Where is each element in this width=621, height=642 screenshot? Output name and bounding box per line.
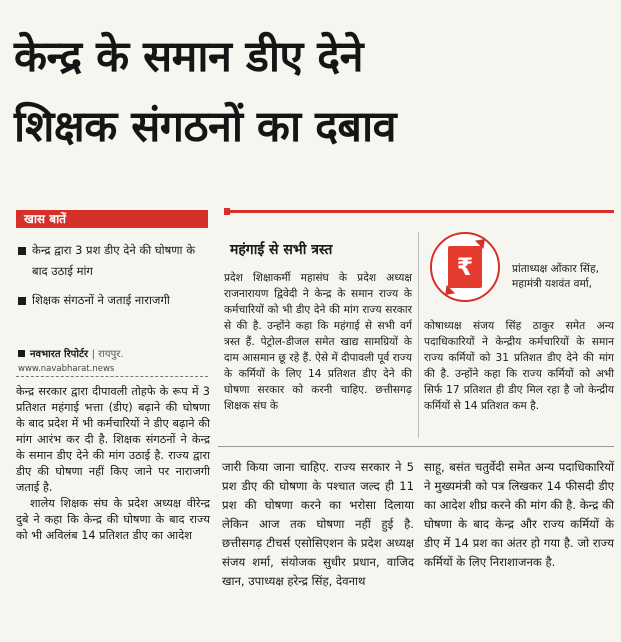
highlight-text: शिक्षक संगठनों ने जताई नाराजगी: [32, 293, 170, 307]
box-text-right-top: प्रांताध्यक्ष ओंकार सिंह, महामंत्री यशवंत वर्मा,: [512, 263, 599, 290]
article-column-3: साहू, बसंत चतुर्वेदी समेत अन्य पदाधिकारियों ने मुख्यमंत्री को पत्र लिखकर 14 फीसदी डीए का आदेश शीघ्र करने की मांग की है. केन्द्र की घोषणा के बाद केन्द्र और राज्य कर्मियों के डीए में 14 प्रश का अंतर हो गया है. जो राज्य कर्मियों के लिए निराशाजनक है.: [424, 460, 614, 569]
highlights-list: [16, 240, 208, 319]
highlight-item: [16, 290, 208, 311]
headline-line-1: केन्द्र के समान डीए देने: [14, 32, 363, 82]
article-column-2: जारी किया जाना चाहिए. राज्य सरकार ने 5 प्रश डीए की घोषणा के पश्चात जल्द ही 11 प्रश की घोषणा करने का भरोसा दिलाया लेकिन आज तक घोषणा नहीं हुई है. छत्तीसगढ़ टीचर्स एसोसिएशन के प्रदेश अध्यक्ष संजय शर्मा, संयोजक सुधीर प्रधान, वाजिद खान, उपाध्यक्ष हरेन्द्र सिंह, देवनाथ: [222, 460, 414, 588]
column-divider: [418, 232, 419, 438]
bullet-square-icon: [18, 247, 26, 255]
box-subhead: महंगाई से सभी त्रस्त: [230, 242, 333, 258]
website-link[interactable]: www.navabharat.news: [18, 364, 115, 374]
byline: [18, 349, 210, 361]
headline-line-2: शिक्षक संगठनों का दबाव: [14, 102, 396, 152]
box-text-left: प्रदेश शिक्षाकर्मी महासंघ के प्रदेश अध्यक्ष राजनारायण द्विवेदी ने केन्द्र के समान राज्य के कर्मचारियों को भी डीए देने की मांग राज्य सरकार से की है. उन्होंने कहा कि महंगाई से सभी वर्ग त्रस्त हैं. पेट्रोल-डीजल समेत खाद्य सामग्रियों के दाम आसमान छू रहे हैं. ऐसे में दीपावली पूर्व राज्य के कर्मियों के लिए 14 प्रतिशत डीए देने की घोषणा सरकार को करनी चाहिए. छत्तीसगढ़ शिक्षक संघ के: [224, 272, 412, 412]
highlights-label: खास बातें: [16, 210, 208, 228]
highlight-text: केन्द्र द्वारा 3 प्रश डीए देने की घोषणा के बाद उठाई मांग: [32, 243, 196, 278]
section-rule: [224, 210, 614, 213]
highlight-item: [16, 240, 208, 282]
box-bottom-rule: [218, 446, 614, 447]
dashed-divider: [16, 376, 208, 377]
article-column-1: [16, 384, 210, 544]
bullet-square-icon: [18, 297, 26, 305]
reporter-name: नवभारत रिपोर्टर: [30, 349, 89, 360]
article-paragraph: शालेय शिक्षक संघ के प्रदेश अध्यक्ष वीरेन्द्र दुबे ने कहा कि केन्द्र की घोषणा के बाद राज्य को भी अविलंब 14 प्रतिशत डीए का आदेश: [16, 497, 210, 542]
box-text-right: कोषाध्यक्ष संजय सिंह ठाकुर समेत अन्य पदाधिकारियों ने केन्द्रीय कर्मचारियों के समान राज्य कर्मियों को 31 प्रतिशत डीए देने की मांग की है. उन्होंने कहा कि राज्य कर्मियों को अभी सिर्फ 17 प्रतिशत ही डीए मिल रहा है जो केन्द्रीय कर्मियों से 14 प्रतिशत कम है.: [424, 320, 614, 412]
article-paragraph: केन्द्र सरकार द्वारा दीपावली तोहफे के रूप में 3 प्रतिशत महंगाई भत्ता (डीए) बढ़ाने की घोषणा के बाद प्रदेश में भी कर्मचारियों ने डीए बढ़ाने की मांग आरंभ कर दी है. शिक्षक संगठनों ने केन्द्र के समान डीए देने की मांग उठाई है. राज्य द्वारा डीए की घोषणा नहीं किए जाने पर नाराजगी जताई है.: [16, 385, 210, 494]
bullet-square-icon: [18, 350, 25, 357]
rupee-symbol: ₹: [448, 246, 482, 288]
rupee-exchange-icon: [430, 232, 500, 302]
reporter-city: | रायपुर.: [91, 349, 124, 360]
headline: [14, 22, 614, 162]
